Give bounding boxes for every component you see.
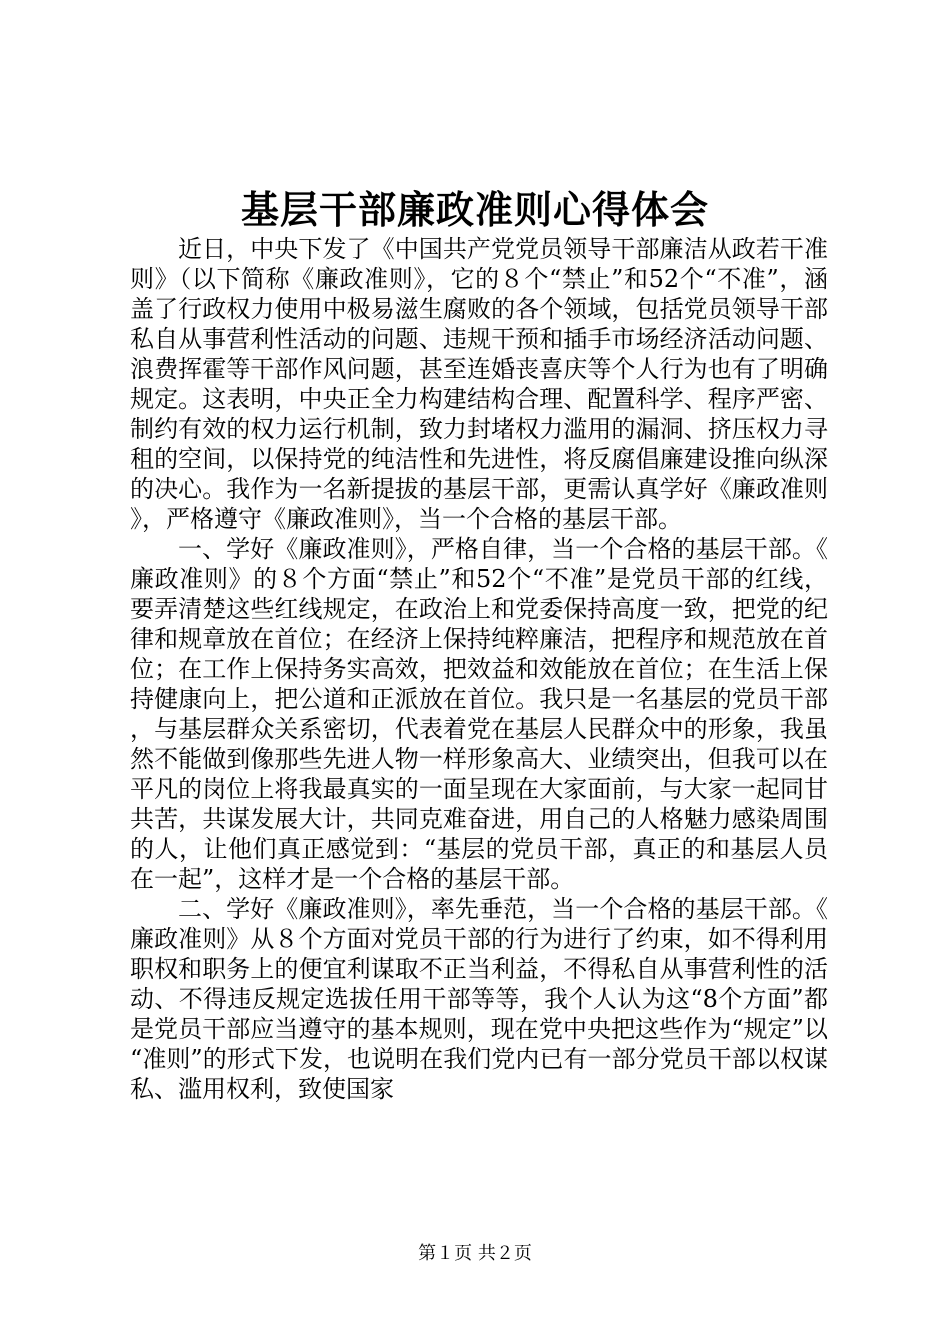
document-body [130,234,828,1104]
paragraph-intro: 近日，中央下发了《中国共产党党员领导干部廉洁从政若干准则》（以下简称《廉政准则》，它的８个“禁止”和52个“不准”，涵盖了行政权力使用中极易滋生腐败的各个领域，包括党员领导干部私自从事营利性活动的问题、违规干预和插手市场经济活动问题、浪费挥霍等干部作风问题，甚至连婚丧喜庆等个人行为也有了明确规定。这表明，中央正全力构建结构合理、配置科学、程序严密、制约有效的权力运行机制，致力封堵权力滥用的漏洞、挤压权力寻租的空间，以保持党的纯洁性和先进性，将反腐倡廉建设推向纵深的决心。我作为一名新提拔的基层干部，更需认真学好《廉政准则》，严格遵守《廉政准则》，当一个合格的基层干部。 [130,235,828,533]
paragraph-section-two: 二、学好《廉政准则》，率先垂范，当一个合格的基层干部。《廉政准则》从８个方面对党员干部的行为进行了约束，如不得利用职权和职务上的便宜利谋取不正当利益，不得私自从事营利性的活动、不得违反规定选拔任用干部等等，我个人认为这“8个方面”都是党员干部应当遵守的基本规则，现在党中央把这些作为“规定”以“准则”的形式下发，也说明在我们党内已有一部分党员干部以权谋私、滥用权利，致使国家 [130,895,828,1103]
page-footer: 第１页 共２页 [418,1243,532,1264]
paragraph-section-one: 一、学好《廉政准则》，严格自律，当一个合格的基层干部。《廉政准则》的８个方面“禁止”和52个“不准”是党员干部的红线，要弄清楚这些红线规定，在政治上和党委保持高度一致，把党的纪律和规章放在首位；在经济上保持纯粹廉洁，把程序和规范放在首位；在工作上保持务实高效，把效益和效能放在首位；在生活上保持健康向上，把公道和正派放在首位。我只是一名基层的党员干部，与基层群众关系密切，代表着党在基层人民群众中的形象，我虽然不能做到像那些先进人物一样形象高大、业绩突出，但我可以在平凡的岗位上将我最真实的一面呈现在大家面前，与大家一起同甘共苦，共谋发展大计，共同克难奋进，用自己的人格魅力感染周围的人，让他们真正感觉到：“基层的党员干部，真正的和基层人员在一起”，这样才是一个合格的基层干部。 [130,535,828,893]
document-title: 基层干部廉政准则心得体会 [240,187,709,232]
